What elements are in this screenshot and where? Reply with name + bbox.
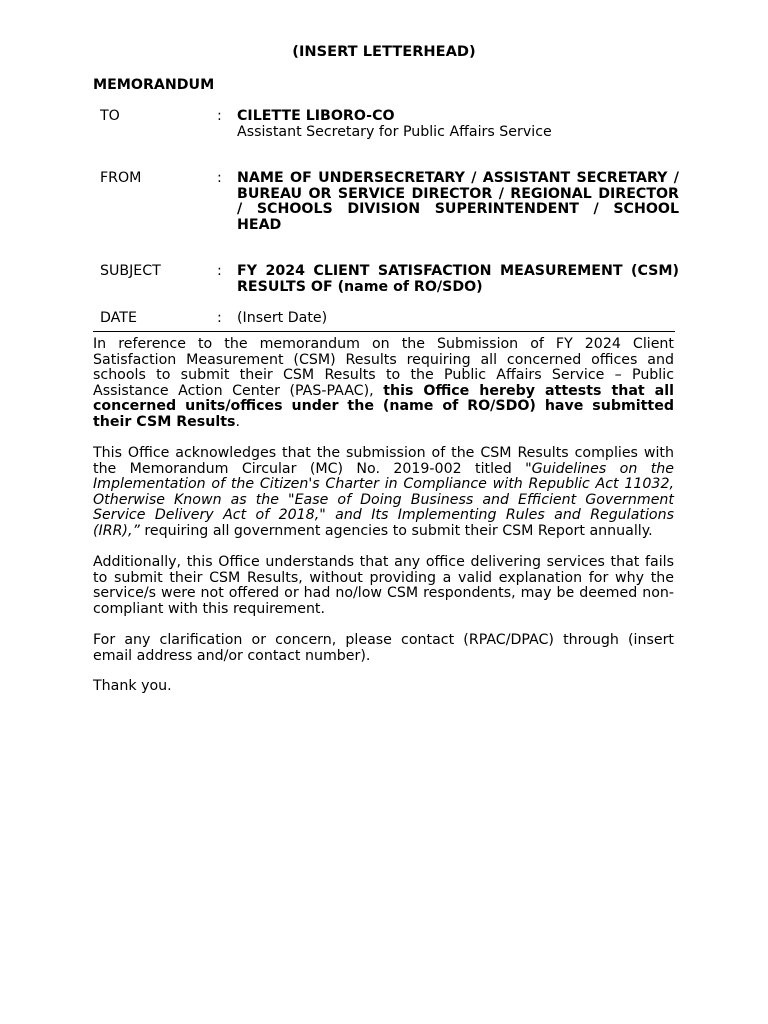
date-label: DATE	[100, 310, 137, 326]
closing-thanks: Thank you.	[93, 678, 172, 694]
from-value: NAME OF UNDERSECRETARY / ASSISTANT SECRETARY / BUREAU OR SERVICE DIRECTOR / REGIONAL DIRECTOR / SCHOOLS DIVISION SUPERINTENDENT / SCHOOL HEAD	[237, 170, 679, 233]
to-label: TO	[100, 108, 120, 124]
paragraph-reference	[93, 337, 674, 431]
subject-label: SUBJECT	[100, 263, 161, 279]
paragraph-non-compliance: Additionally, this Office understands that any office delivering services that fails to submit their CSM Results, without providing a valid explanation for why the service/s were not offered or had no/low CSM respondents, may be deemed non-compliant with this requirement.	[93, 554, 674, 617]
date-value: (Insert Date)	[237, 310, 328, 326]
to-colon: :	[217, 108, 222, 124]
circular-title: Guidelines on the Implementation of the Citizen's Charter in Compliance with Republic Act 11032, Otherwise Known as the "Ease of Doing Business and Efficient Government Service Delivery Act of 2018," and Its Implementing Rules and Regulations (IRR),”	[93, 460, 674, 539]
from-label: FROM	[100, 170, 142, 186]
paragraph-compliance-text: This Office acknowledges that the submission of the CSM Results complies with the Memorandum Circular (MC) No. 2019-002 titled "	[93, 445, 674, 477]
paragraph-compliance	[93, 446, 674, 540]
attestation-statement: this Office hereby attests that all concerned units/offices under the (name of RO/SDO) have submitted their CSM Results	[93, 382, 674, 430]
memo-title: MEMORANDUM	[93, 77, 215, 93]
paragraph-reference-text: In reference to the memorandum on the Submission of FY 2024 Client Satisfaction Measurement (CSM) Results requiring all concerned offices and schools to submit their CSM Results to the Public Affairs Service – Public Assistance Action Center (PAS-PAAC),	[93, 336, 674, 399]
date-colon: :	[217, 310, 222, 326]
recipient-name: CILETTE LIBORO-CO	[237, 108, 395, 124]
recipient-title: Assistant Secretary for Public Affairs Service	[237, 123, 552, 140]
subject-value: FY 2024 CLIENT SATISFACTION MEASUREMENT (CSM) RESULTS OF (name of RO/SDO)	[237, 263, 679, 295]
from-colon: :	[217, 170, 222, 186]
header-divider	[93, 331, 675, 332]
paragraph-reference-end: .	[235, 413, 240, 430]
paragraph-compliance-end: requiring all government agencies to submit their CSM Report annually.	[139, 522, 653, 539]
subject-colon: :	[217, 263, 222, 279]
paragraph-contact: For any clarification or concern, please contact (RPAC/DPAC) through (insert email address and/or contact number).	[93, 632, 674, 664]
to-value	[237, 109, 679, 140]
letterhead-placeholder: (INSERT LETTERHEAD)	[292, 43, 476, 60]
